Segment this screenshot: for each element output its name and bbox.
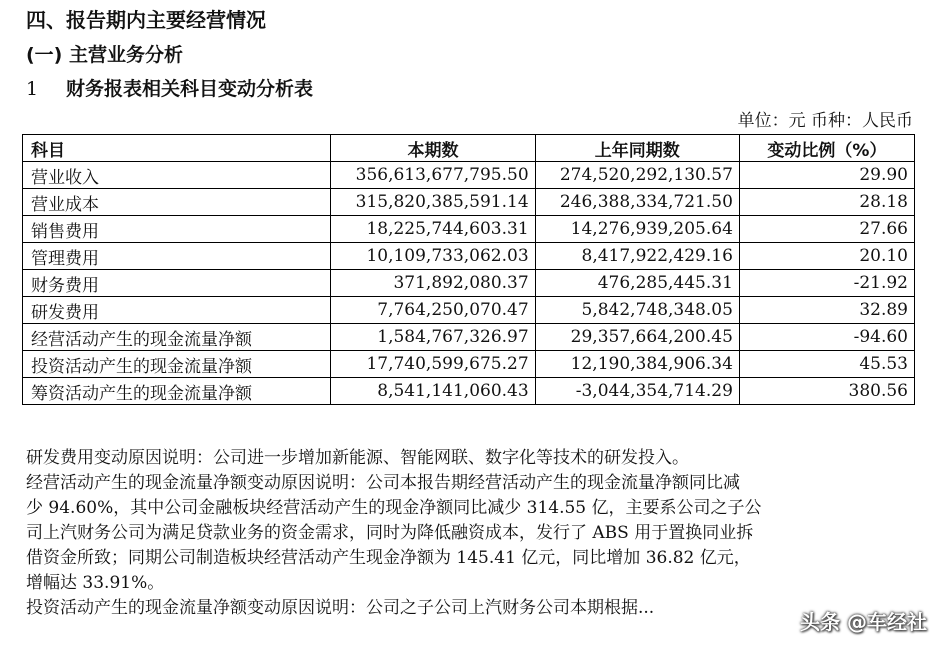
prior-period-value: -3,044,354,714.29: [535, 378, 739, 405]
note-rnd-expense: 研发费用变动原因说明：公司进一步增加新能源、智能网联、数字化等技术的研发投入。: [26, 448, 689, 468]
table-row: [23, 243, 915, 270]
current-period-value: 356,613,677,795.50: [331, 162, 535, 189]
table-row: [23, 270, 915, 297]
note-operating-cashflow-l2: 少 94.60%，其中公司金融板块经营活动产生的现金净额同比减少 314.55 亿，主要系公司之子公: [26, 498, 762, 518]
prior-period-value: 8,417,922,429.16: [535, 243, 739, 270]
change-ratio-value: 32.89: [739, 297, 914, 324]
subsection-heading: (一) 主营业务分析: [26, 44, 183, 66]
table-row: [23, 378, 915, 405]
table-row: [23, 189, 915, 216]
current-period-value: 8,541,141,060.43: [331, 378, 535, 405]
table-number: 1: [26, 78, 39, 100]
prior-period-value: 12,190,384,906.34: [535, 351, 739, 378]
financial-change-table: [22, 134, 915, 405]
row-item-name: 销售费用: [23, 216, 331, 243]
prior-period-value: 274,520,292,130.57: [535, 162, 739, 189]
table-header-row: [23, 135, 915, 162]
table-row: [23, 351, 915, 378]
row-item-name: 研发费用: [23, 297, 331, 324]
table-title-text: 财务报表相关科目变动分析表: [66, 78, 314, 100]
prior-period-value: 14,276,939,205.64: [535, 216, 739, 243]
current-period-value: 17,740,599,675.27: [331, 351, 535, 378]
explanation-notes: [26, 446, 918, 621]
table-row: [23, 162, 915, 189]
current-period-value: 1,584,767,326.97: [331, 324, 535, 351]
prior-period-value: 29,357,664,200.45: [535, 324, 739, 351]
note-investing-cashflow: 投资活动产生的现金流量净额变动原因说明：公司之子公司上汽财务公司本期根据...: [26, 598, 655, 618]
header-prior-period: 上年同期数: [535, 135, 739, 162]
prior-period-value: 246,388,334,721.50: [535, 189, 739, 216]
table-row: [23, 297, 915, 324]
change-ratio-value: 20.10: [739, 243, 914, 270]
row-item-name: 财务费用: [23, 270, 331, 297]
table-title: [26, 74, 313, 101]
row-item-name: 经营活动产生的现金流量净额: [23, 324, 331, 351]
change-ratio-value: 45.53: [739, 351, 914, 378]
change-ratio-value: 29.90: [739, 162, 914, 189]
current-period-value: 18,225,744,603.31: [331, 216, 535, 243]
watermark: 头条 @车经社: [800, 610, 927, 634]
current-period-value: 315,820,385,591.14: [331, 189, 535, 216]
table-row: [23, 216, 915, 243]
header-change-ratio: 变动比例（%）: [739, 135, 914, 162]
current-period-value: 371,892,080.37: [331, 270, 535, 297]
table-row: [23, 324, 915, 351]
prior-period-value: 476,285,445.31: [535, 270, 739, 297]
row-item-name: 投资活动产生的现金流量净额: [23, 351, 331, 378]
prior-period-value: 5,842,748,348.05: [535, 297, 739, 324]
change-ratio-value: -94.60: [739, 324, 914, 351]
current-period-value: 7,764,250,070.47: [331, 297, 535, 324]
change-ratio-value: 380.56: [739, 378, 914, 405]
unit-currency-note: 单位：元 币种：人民币: [737, 111, 913, 131]
row-item-name: 管理费用: [23, 243, 331, 270]
note-operating-cashflow-l1: 经营活动产生的现金流量净额变动原因说明：公司本报告期经营活动产生的现金流量净额同比减: [26, 473, 740, 493]
row-item-name: 筹资活动产生的现金流量净额: [23, 378, 331, 405]
section-heading: 四、报告期内主要经营情况: [26, 8, 266, 32]
change-ratio-value: 27.66: [739, 216, 914, 243]
row-item-name: 营业收入: [23, 162, 331, 189]
note-operating-cashflow-l5: 增幅达 33.91%。: [26, 573, 165, 593]
header-item: 科目: [23, 135, 331, 162]
change-ratio-value: -21.92: [739, 270, 914, 297]
header-current-period: 本期数: [331, 135, 535, 162]
row-item-name: 营业成本: [23, 189, 331, 216]
note-operating-cashflow-l4: 借资金所致；同期公司制造板块经营活动产生现金净额为 145.41 亿元，同比增加 36.82 亿元，: [26, 548, 751, 568]
note-operating-cashflow-l3: 司上汽财务公司为满足贷款业务的资金需求，同时为降低融资成本，发行了 ABS 用于置换同业拆: [26, 523, 754, 543]
current-period-value: 10,109,733,062.03: [331, 243, 535, 270]
change-ratio-value: 28.18: [739, 189, 914, 216]
